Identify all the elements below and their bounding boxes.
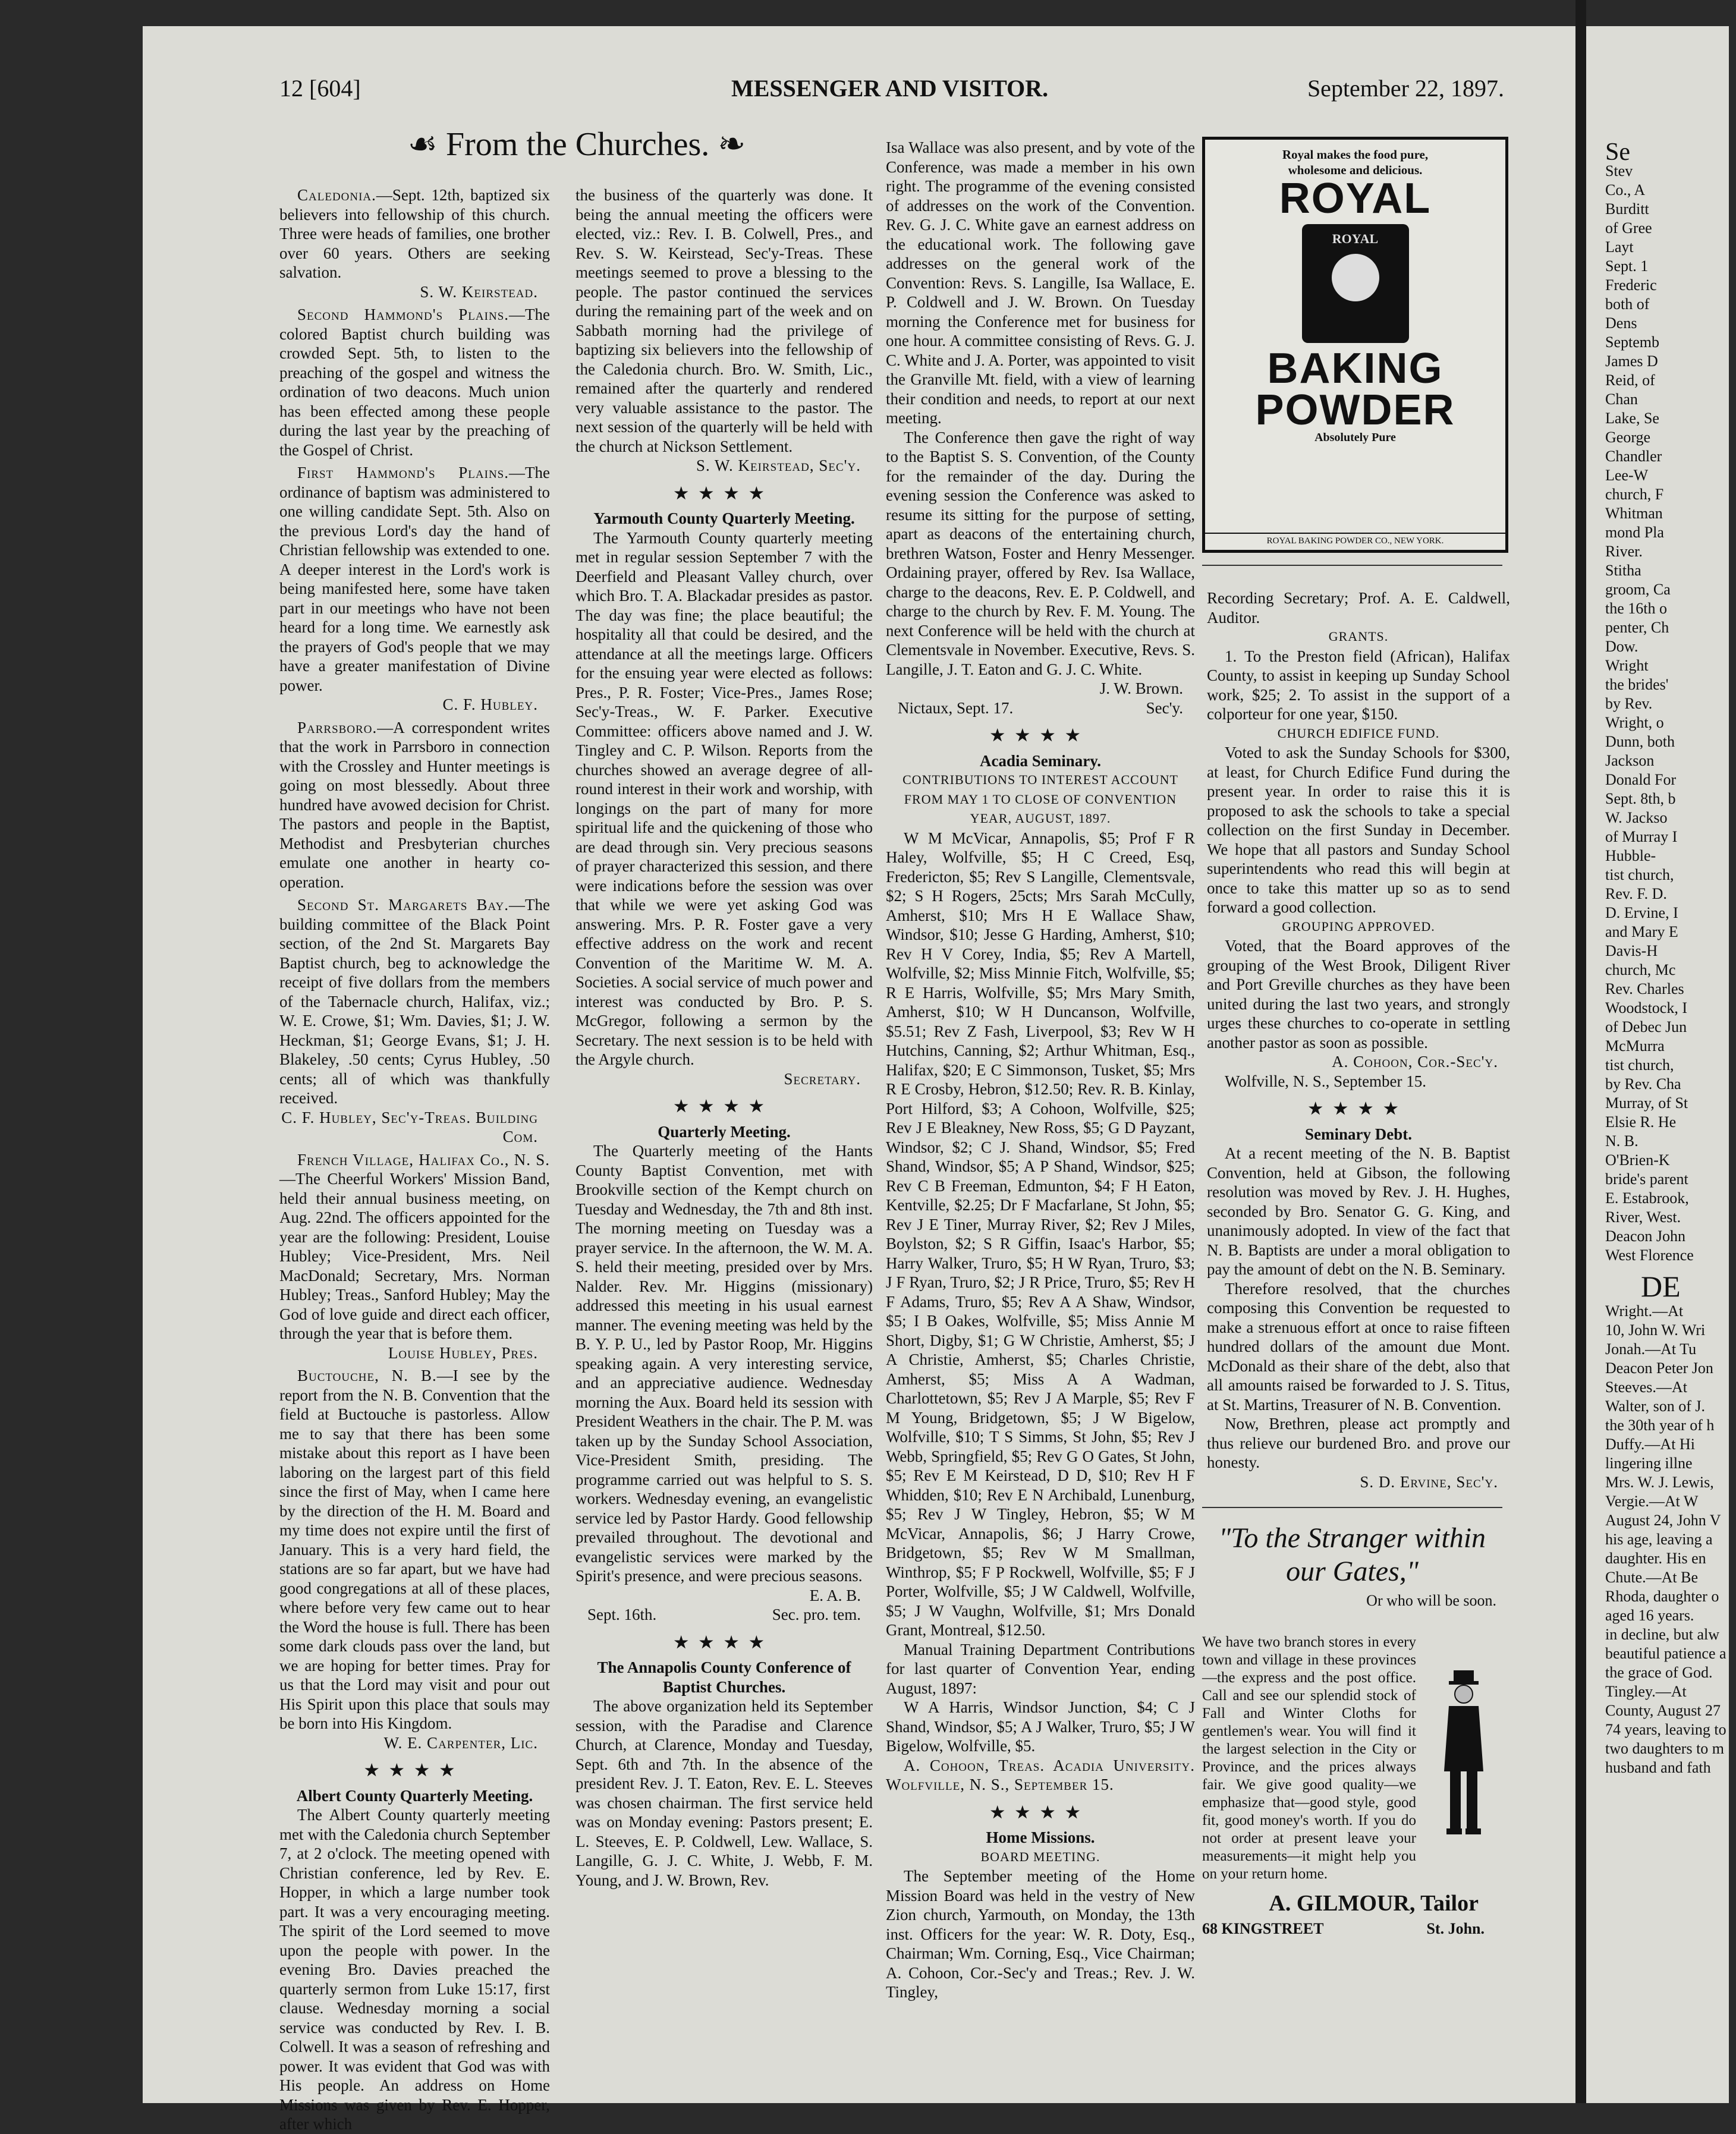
facing-page-line: and Mary E [1605,923,1678,940]
news-item: Buctouche, N. B.—I see by the report from the N. B. Convention that the field at Buctouche is pastorless. Allow me to say that there has been some mistake about this report as I have been laboring on the largest part of this field since the first of May, when I came here by the direction of the H. M. Board and my time does not expire until the first of January. This is a very hard field, the stations are so far apart, but we have had good congregations at all of these places, where before very few came out to hear the Word the house is full. There has been some dark clouds pass over the land, but we are hoping for better times. Pray for us that the Lord may visit and pour out His Spirit upon this place that souls may be born into His Kingdom. [279,1367,550,1732]
facing-page-line: Dens [1605,314,1637,332]
issue-date: September 22, 1897. [1307,75,1504,102]
facing-page-line: Vergie.—At W [1605,1493,1699,1510]
news-item: Caledonia.—Sept. 12th, baptized six believers into fellowship of this church. Three were heads of families, one brother over 60 years. Others are seeking salvation. [279,186,550,281]
facing-page-line: O'Brien-K [1605,1151,1670,1169]
facing-page-line: Hubble- [1605,847,1656,864]
article-body: The Conference then gave the right of way to the Baptist S. S. Convention, of the County for the remainder of the day. During the evening session the Conference was asked to resume its sitting for the purpose of setting, apart as deacons of the entertaining church, brethren Watson, Foster and Henry Messenger. Ordaining prayer, offered by Rev. Isa Wallace, charge to the deacons, Rev. E. P. Coldwell, and charge to the church by Rev. F. M. Young. The next Conference will be held with the church at Clementsvale in November. Executive, Revs. S. Langille, J. T. Eaton and G. J. C. White. [886,428,1195,678]
facing-page-line: Jackson [1605,752,1655,769]
facing-page-line: Co., A [1605,181,1646,199]
facing-page-line: penter, Ch [1605,619,1669,636]
page-gutter [1575,0,1586,2103]
facing-page-line: Chandler [1605,448,1662,465]
facing-page-line: Wright [1605,657,1649,674]
article-heading: Seminary Debt. [1305,1125,1412,1143]
facing-page-line: W. Jackso [1605,809,1668,826]
facing-page-line: Tingley.—At [1605,1683,1687,1700]
star-separator-icon: ★★★★ [990,1803,1091,1821]
facing-page-line: Sept. 8th, b [1605,790,1676,807]
gilmour-tailor-ad [1202,1522,1502,1962]
facing-page-line: the 30th year of h [1605,1417,1715,1434]
article-subheading: CONTRIBUTIONS TO INTEREST ACCOUNT FROM MAY 1 TO CLOSE OF CONVENTION YEAR, AUGUST, 1897. [902,772,1178,826]
facing-page-line: Mrs. W. J. Lewis, [1605,1474,1714,1491]
article-body: The Quarterly meeting of the Hants County Baptist Convention, met with Brookville section of the Kempt church on Tuesday and Wednesday, the 7th and 8th inst. The morning meeting on Tuesday was a prayer service. In the afternoon, the W. M. A. S. held their meeting, presided over by Mrs. Nalder. Rev. Mr. Higgins (missionary) addressed this meeting in his usual earnest manner. The evening meeting was held by the B. Y. P. U., led by Pastor Roop, Mr. Higgins speaking again. A very interesting service, and an appreciative audience. Wednesday morning the Aux. Board held its session with President Weathers in the chair. The P. M. was taken up by the Sunday School Association, Vice-President Smith, presiding. The programme carried out was helpful to S. S. workers. Wednesday evening, an evangelistic service led by Pastor Hardy. Good fellowship prevailed throughout. The devotional and evangelistic services were marked by the Spirit's presence, and were precious seasons. [575,1142,873,1585]
facing-page-line: of Debec Jun [1605,1018,1687,1035]
facing-page-line: Deacon Peter Jon [1605,1359,1713,1377]
ad-body: We have two branch stores in every town and village in these provinces—the express and the post office. Call and see our splendid stock of Fall and Winter Cloths for gentlemen's wear. You will find it the largest selection in the City or Province, and the prices always fair. We give good quality—we emphasize that—good style, good fit, good money's worth. If you do not order at present leave your measurements—it might help you on your return home. [1202,1634,1416,1882]
article-body: the business of the quarterly was done. It being the annual meeting the officers were elected, viz.: Rev. I. B. Colwell, Pres., and Rev. S. W. Keirstead, Sec'y-Treas. These meetings seemed to prove a blessing to the people. The pastor continued the services during the remaining part of the week and on Sabbath morning had the privilege of baptizing six believers into the fellowship of the Caledonia church. Bro. W. Smith, Lic., remained after the quarterly and rendered very valuable assistance to the pastor. The next session of the quarterly will be held with the church at Nickson Settlement. [575,186,873,455]
column-2 [575,185,873,1945]
facing-page-line: Elsie R. He [1605,1113,1677,1131]
royal-baking-powder-ad [1202,137,1508,553]
facing-page-line: Jonah.—At Tu [1605,1340,1697,1358]
facing-page-text [1605,139,1736,1777]
brand-name-powder: POWDER [1255,386,1455,434]
news-item: Second Hammond's Plains.—The colored Baptist church building was crowded Sept. 5th, to listen to the preaching of the gospel and witness the ordination of two deacons. Much union has been effected among these people during the last year by the preaching of the Gospel of Christ. [279,306,550,459]
facing-page-line: mond Pla [1605,524,1664,541]
article-body: Voted to ask the Sunday Schools for $300, at least, for Church Edifice Fund during the present year. In order to raise this it is proposed to ask the schools to take a special collection on the first Sunday in December. We hope that all pastors and Sunday School superintendents who read this will begin at once to take this matter up so as to send forward a good collection. [1207,744,1510,916]
facing-page-line: Dow. [1605,638,1638,655]
section-title: ☙ From the Churches. ❧ [407,126,746,163]
signature: S. W. Keirstead, Sec'y. [696,457,861,474]
signature: C. F. Hubley. [442,695,538,713]
ad-company: ROYAL BAKING POWDER CO., NEW YORK. [1205,533,1505,546]
baking-powder-can-icon [1302,224,1409,343]
facing-page-line: Wright, o [1605,714,1664,731]
ad-subline: Or who will be soon. [1366,1592,1496,1609]
star-separator-icon: ★★★★ [674,484,775,502]
facing-page-lines [1605,162,1736,1265]
facing-page-line: both of [1605,295,1650,313]
facing-page-line: Duffy.—At Hi [1605,1436,1695,1453]
article-subheading: GROUPING APPROVED. [1282,918,1435,934]
signature: W. E. Carpenter, Lic. [383,1733,538,1752]
article-body: The September meeting of the Home Mission Board was held in the vestry of New Zion church, Yarmouth, on Monday, the 13th inst. Officers for the year: W. R. Doty, Esq., Chairman; Wm. Corning, Esq., Vice Chairman; A. Cohoon, Cor.-Sec'y and Treas.; Rev. J. W. Tingley, [886,1867,1195,2001]
facing-page-line: Steeves.—At [1605,1378,1687,1396]
facing-page-line: Woodstock, I [1605,999,1687,1016]
star-separator-icon: ★★★★ [1308,1100,1409,1118]
facing-page-line: River, West. [1605,1208,1681,1226]
ad-headline: "To the Stranger within our Gates," [1218,1522,1486,1587]
article-body: Isa Wallace was also present, and by vote of the Conference, was made a member in his own right. The programme of the evening consisted of addresses on the work of the Convention. Rev. G. J. C. White gave an earnest address on the educational work. The following gave addresses on the general work of the Convention: Revs. S. Langille, Isa Wallace, E. P. Coldwell and J. W. Brown. On Tuesday morning the Conference met for business for one hour. A committee consisting of Revs. G. J. C. White and J. A. Porter, was appointed to visit the Granville Mt. field, with a view of learning their condition and needs, to report at our next meeting. [886,139,1195,427]
signature: C. F. Hubley, Sec'y-Treas. Building Com. [281,1108,538,1145]
ad-purity-claim: Absolutely Pure [1314,431,1396,444]
facing-page-line: by Rev. [1605,695,1653,712]
facing-page-line: Deacon John [1605,1227,1686,1245]
facing-page-line: E. Estabrook, [1605,1189,1689,1207]
article-subheading: BOARD MEETING. [980,1849,1100,1864]
facing-page-line: Stev [1605,162,1633,180]
signature: A. Cohoon, Cor.-Sec'y. [1332,1053,1498,1071]
facing-page-line: church, F [1605,486,1664,503]
facing-page-line: Whitman [1605,505,1663,522]
facing-page-line: 74 years, leaving to [1605,1721,1726,1738]
ad-tagline: Royal makes the food pure, wholesome and delicious. [1282,147,1429,177]
article-body: Manual Training Department Contributions for last quarter of Convention Year, ending August, 1897: [886,1640,1195,1697]
facing-page-line: 10, John W. Wri [1605,1321,1706,1339]
article-body: The Yarmouth County quarterly meeting met in regular session September 7 with the Deerfield and Pleasant Valley church, over which Bro. T. A. Blackadar presides as pastor. The day was fine; the place beautiful; the hospitality all that could be desired, and the attendance at all the meetings large. Officers for the ensuing year were elected as follows: Pres., P. R. Foster; Vice-Pres., James Rose; Sec'y-Treas., W. F. Parker. Executive Committee: officers above named and J. W. Tingley and C. P. Wilson. Reports from the churches showed an average degree of all-round interest in their work and worship, with longings on the part of many for more spiritual life and the quickening of those who are dead through sin. Very precious seasons of prayer characterized this session, and there were indications before the session was over that while we were yet asking God was answering. Mrs. P. R. Foster gave a very effective address on the work and recent Convention of the Maritime W. M. A. Societies. A social service of much power and interest was conducted by Bro. P. S. McGregor, following a sermon by the Secretary. The next session is to be held with the Argyle church. [575,528,873,1068]
star-separator-icon: ★★★★ [674,1097,775,1115]
news-item: Parrsboro.—A correspondent writes that the work in Parrsboro in connection with the Crossley and Hunter meetings is going on most blessedly. About three hundred have avowed decision for Christ. The pastors and people in the Baptist, Methodist and Presbyterian churches emulate one another in hearty co-operation. [279,718,550,891]
facing-page-line: two daughters to m [1605,1740,1725,1757]
advertiser-name: A. GILMOUR, Tailor [1269,1891,1479,1916]
facing-page-line: Rev. Charles [1605,980,1684,997]
facing-page-line: groom, Ca [1605,581,1671,598]
facing-page-line: Rev. F. D. [1605,885,1667,902]
contribution-list: W M McVicar, Annapolis, $5; Prof F R Haley, Wolfville, $5; H C Creed, Esq, Fredericton, $5; Rev S Langille, Clementsvale, $2; S H Rogers, 25cts; Mrs Sarah McCully, Amherst, $10; Mrs H E Wallace Shaw, Windsor, $10; Jesse G Harding, Amherst, $10; Rev H V Corey, India, $5; Rev A Martell, Wolfville, $2; Miss Minnie Fitch, Wolfville, $5; R E Harris, Wolfville, $5; Mrs Mary Smith, Amherst, $10; W H Duncanson, Wolfville, $5.51; Rev Z Fash, Liverpool, $3; Rev W H Hutchins, Canning, $2; Arthur Whitman, Esq., Halifax, $20; E C Simmonson, Tusket, $5; Mrs R E Crosby, Hebron, $12.50; Rev. R. B. Kinlay, Port Hilford, $3; A Cohoon, Wolfville, $25; Rev J E Bleakney, New Ross, $5; G D Payzant, Windsor, $2; C J. Shand, Windsor, $5; Fred Shand, Windsor, $5; A P Shand, Windsor, $25; Rev C B Freeman, Edmunton, $4; F H Eaton, Kentville, $2.25; Dr F Macfarlane, St John, $5; Rev J E Tiner, Murray River, $2; Rev J Miles, Boylston, $2; S R Giffin, Isaac's Harbor, $5; Harry Walker, Truro, $5; H W Ryan, Truro, $3; J F Ryan, Truro, $2; J R Price, Truro, $5; Rev H F Adams, Truro, $5; Rev A A Shaw, Windsor, $5; I B Oakes, Wolfville, $5; Miss Annie M Short, Digby, $1; G W Christie, Amherst, $5; J A Christie, Amherst, $5; Charles Christie, Amherst, $5; Miss A A Wadman, Charlottetown, $5; Rev J A Marple, $5; Rev F M Young, Bridgetown, $5; J W Bigelow, Wolfville, $10; T S Simms, St John, $5; Rev J Webb, Springfield, $5; Rev G O Gates, St John, $5; Rev E M Keirstead, D D, $10; Rev H F Whidden, $10; Rev E N Archibald, Lunenburg, $5; Rev J W Tingley, Hebron, $5; W M McVicar, Annapolis, $6; J Harry Crowe, Bridgetown, $5; Rev W M Smallman, Winthrop, $5; F P Rockwell, Wolfville, $5; F J Porter, Wolfville, $5; J W Caldwell, Wolfville, $5; J W Vaughn, Wolfville, $1; Mrs Donald Grant, Montreal, $12.50. [886,829,1195,1639]
article-heading: Quarterly Meeting. [658,1122,791,1141]
column-1 [279,185,550,2133]
article-subheading: CHURCH EDIFICE FUND. [1277,725,1440,741]
facing-page-line: Lee-W [1605,467,1649,484]
signature: S. W. Keirstead. [420,282,538,301]
facing-page-line: Frederic [1605,276,1657,294]
facing-page-lines [1605,1302,1736,1777]
facing-page-line: Davis-H [1605,942,1658,959]
facing-page-line: West Florence [1605,1247,1694,1264]
facing-page-line: Dunn, both [1605,733,1675,750]
facing-page-line: August 24, John V [1605,1512,1721,1529]
facing-page-heading: Se [1605,139,1630,166]
facing-page-line: the grace of God. [1605,1664,1713,1681]
facing-page-line: Rhoda, daughter o [1605,1588,1719,1605]
article-body: 1. To the Preston field (African), Halifax County, to assist in keeping up Sunday School work, $25; 2. To assist in the support of a colporteur for one year, $150. [1207,647,1510,723]
facing-page-line: County, August 27 [1605,1702,1721,1719]
brand-name-baking: BAKING [1267,345,1443,392]
fleuron-left-icon: ☙ [407,126,446,163]
article-body: The Albert County quarterly meeting met with the Caledonia church September 7, at 2 o'clock. The meeting opened with Christian conference, led by Rev. E. Hopper, in which a large number took part. It was a very encouraging meeting. The spirit of the Lord seemed to move upon the people with power. In the evening Bro. Davies preached the quarterly sermon from Luke 15:17, first clause. Wednesday morning a social service was conducted by Rev. I. B. Colwell. It was a season of refreshing and power. It was evident that God was with His people. An address on Home Missions was given by Rev. E. Hopper, after which [279,1806,550,2133]
signature: Louise Hubley, Pres. [388,1343,538,1362]
article-body: The above organization held its September session, with the Paradise and Clarence Church, at Clarence, Monday and Tuesday, Sept. 6th and 7th. In the absence of the president Rev. J. T. Eaton, Rev. E. L. Steeves was chosen chairman. The first service held was on Monday evening: Pastors present; E. L. Steeves, E. P. Coldwell, Lew. Wallace, S. Langille, G. J. C. White, J. Webb, F. M. Young, and J. W. Brown, Rev. [575,1697,873,1889]
facing-page-line: the 16th o [1605,600,1667,617]
running-header [279,74,1504,110]
article-heading: Home Missions. [986,1828,1095,1846]
signature: S. D. Ervine, Sec'y. [1360,1472,1498,1491]
facing-page-section-heading: DE [1641,1270,1681,1303]
fleuron-right-icon: ❧ [709,126,746,163]
signature: A. Cohoon, Treas. Acadia University. Wolfville, N. S., September 15. [886,1756,1195,1793]
article-body: Voted, that the Board approves of the grouping of the West Brook, Diligent River and Port Greville churches as they have been united during the last two years, and strongly urges these churches to co-operate in settling another pastor as soon as possible. [1207,937,1510,1052]
facing-page-line: aged 16 years. [1605,1607,1694,1624]
facing-page-line: by Rev. Cha [1605,1075,1681,1093]
facing-page-line: husband and fath [1605,1759,1711,1776]
facing-page-line: his age, leaving a [1605,1531,1713,1548]
article-body: Therefore resolved, that the churches composing this Convention be requested to make a strenuous effort at once to raise fifteen hundred dollars of the amount due Mont. McDonald as their share of the debt, also that all amounts raised be forwarded to J. S. Titus, at St. Martins, Treasurer of N. B. Convention. [1207,1279,1510,1414]
article-heading: Albert County Quarterly Meeting. [296,1786,533,1805]
news-item: First Hammond's Plains.—The ordinance of baptism was administered to one willing candidate Sept. 5th. Also on the previous Lord's day the hand of Christian fellowship was extended to one. A deeper interest in the Lord's work is being manifested here, some have taken part in our meetings who have not been heard for a long time. We earnestly ask the prayers of God's people that we may have a greater manifestation of Divine power. [279,464,550,694]
page-number: 12 [604] [279,75,361,102]
column-4 [1207,588,1510,1491]
facing-page-line: church, Mc [1605,961,1676,978]
facing-page-line: D. Ervine, I [1605,904,1678,921]
facing-page-line: lingering illne [1605,1455,1693,1472]
facing-page-line: McMurra [1605,1037,1665,1055]
article-body: At a recent meeting of the N. B. Baptist Convention, held at Gibson, the following resolution was moved by Rev. J. H. Hughes, seconded by Bro. Senator G. G. King, and unanimously adopted. In view of the fact that N. B. Baptists are under a moral obligation to pay the amount of debt on the N. B. Seminary. [1207,1144,1510,1278]
article-heading: The Annapolis County Conference of Baptist Churches. [597,1658,851,1696]
can-label: ROYAL [1332,231,1379,246]
article-heading: Acadia Seminary. [979,751,1101,770]
facing-page-line: of Murray I [1605,828,1678,845]
facing-page-line: beautiful patience a [1605,1645,1726,1662]
article-subheading: GRANTS. [1328,629,1389,644]
facing-page-line: Chan [1605,391,1638,408]
facing-page-line: Walter, son of J. [1605,1398,1705,1415]
gentleman-figure-icon [1437,1670,1490,1837]
divider [1202,1507,1502,1508]
facing-page-line: Chute.—At Be [1605,1569,1698,1586]
signature: E. A. B. [809,1586,861,1604]
article-body: Now, Brethren, please act promptly and thus relieve our burdened Bro. and prove our honesty. [1207,1415,1510,1471]
news-item: Second St. Margarets Bay.—The building committee of the Black Point section, of the 2nd St. Margarets Bay Baptist church, beg to acknowledge the receipt of five dollars from the members of the Tabernacle church, Halifax, viz.; W. E. Crowe, $1; Wm. Davies, $1; J. W. Heckman, $1; George Evans, $1; J. H. Blakeley, .50 cents; Cyrus Hubley, .50 cents; all of which was thankfully received. [279,896,550,1107]
advertiser-address: 68 KINGSTREET St. John. [1202,1920,1485,1937]
facing-page-line: Burditt [1605,200,1649,218]
facing-page-line: the brides' [1605,676,1669,693]
facing-page-line: N. B. [1605,1132,1638,1150]
signature: J. W. Brown. [1099,679,1183,697]
column-3 [886,138,1195,2001]
facing-page-line: Septemb [1605,333,1659,351]
facing-page-line: Stitha [1605,562,1641,579]
facing-page-line: in decline, but alw [1605,1626,1720,1643]
article-heading: Yarmouth County Quarterly Meeting. [593,509,855,527]
facing-page-line: Reid, of [1605,372,1655,389]
signature-line: Sept. 16th. Sec. pro. tem. [587,1606,861,1623]
brand-name-royal: ROYAL [1279,175,1432,222]
facing-page-line: bride's parent [1605,1170,1688,1188]
facing-page-line: Layt [1605,238,1634,256]
signature-line: Nictaux, Sept. 17. Sec'y. [898,698,1183,717]
facing-page-line: George [1605,429,1651,446]
signature: Secretary. [784,1069,861,1088]
facing-page-line: Wright.—At [1605,1302,1684,1320]
star-separator-icon: ★★★★ [990,726,1091,744]
article-body: Recording Secretary; Prof. A. E. Caldwell, Auditor. [1207,589,1510,627]
facing-page-line: Donald For [1605,771,1677,788]
facing-page-line: River. [1605,543,1643,560]
contribution-list: W A Harris, Windsor Junction, $4; C J Shand, Windsor, $5; A J Walker, Truro, $5; J W Bigelow, Wolfville, $5. [886,1698,1195,1755]
facing-page-line: Sept. 1 [1605,257,1649,275]
facing-page-line: tist church, [1605,1056,1674,1074]
divider [1202,565,1502,566]
dateline: Wolfville, N. S., September 15. [1225,1072,1427,1090]
star-separator-icon: ★★★★ [674,1633,775,1651]
facing-page-line: James D [1605,352,1658,370]
facing-page-line: Lake, Se [1605,410,1659,427]
star-separator-icon: ★★★★ [364,1761,465,1779]
facing-page-line: tist church, [1605,866,1674,883]
news-item: French Village, Halifax Co., N. S.—The Cheerful Workers' Mission Band, held their annual business meeting, on Aug. 22nd. The officers appointed for the year are the following: President, Louise Hubley; Vice-President, Mrs. Neil MacDonald; Secretary, Mrs. Norman Hubley; Treas., Sanford Hubley; May the God of love guide and direct each officer, through the year that is before them. [279,1150,550,1342]
facing-page-line: of Gree [1605,219,1652,237]
facing-page-line: Murray, of St [1605,1094,1688,1112]
facing-page-line: daughter. His en [1605,1550,1706,1567]
masthead-title: MESSENGER AND VISITOR. [731,75,1049,102]
